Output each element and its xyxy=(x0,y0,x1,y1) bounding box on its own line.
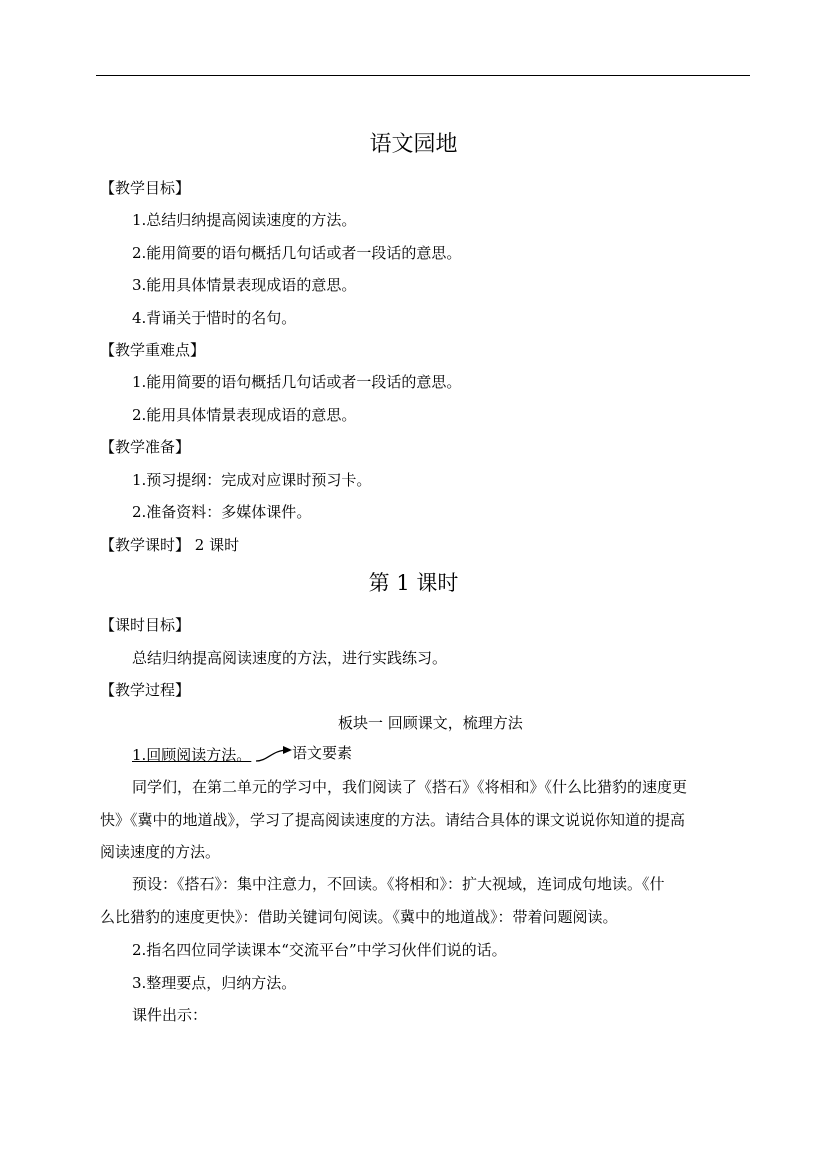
step-3: 3.整理要点，归纳方法。 xyxy=(132,974,297,992)
hours-value: 2 课时 xyxy=(190,536,240,554)
step-1 xyxy=(132,745,251,765)
annotation-arrow-icon xyxy=(254,744,294,764)
annotation-note: 语文要素 xyxy=(292,744,353,762)
goal-item: 4.背诵关于惜时的名句。 xyxy=(132,309,297,327)
hours-line xyxy=(100,535,239,555)
key-point-item: 2.能用具体情景表现成语的意思。 xyxy=(132,406,357,424)
block-title: 板块一 回顾课文，梳理方法 xyxy=(338,714,523,732)
goal-item: 1.总结归纳提高阅读速度的方法。 xyxy=(132,211,357,229)
paragraph-line: 同学们，在第二单元的学习中，我们阅读了《搭石》《将相和》《什么比猎豹的速度更 xyxy=(132,778,688,796)
process-heading: 【教学过程】 xyxy=(100,681,191,699)
key-point-item: 1.能用简要的语句概括几句话或者一段话的意思。 xyxy=(132,373,462,391)
goal-item: 3.能用具体情景表现成语的意思。 xyxy=(132,276,357,294)
lesson-goal-text: 总结归纳提高阅读速度的方法，进行实践练习。 xyxy=(132,649,448,667)
paragraph-line: 么比猎豹的速度更快》：借助关键词句阅读。《冀中的地道战》：带着问题阅读。 xyxy=(100,907,618,926)
paragraph-preset xyxy=(100,868,752,933)
courseware-label: 课件出示： xyxy=(132,1006,208,1024)
lesson-goal-heading: 【课时目标】 xyxy=(100,616,191,634)
preparation-item: 1.预习提纲：完成对应课时预习卡。 xyxy=(132,471,372,489)
paragraph-line: 预设：《搭石》：集中注意力，不回读。《将相和》：扩大视域，连词成句地读。《什 xyxy=(132,875,665,893)
goals-heading: 【教学目标】 xyxy=(100,179,191,197)
paragraph-line: 快》《冀中的地道战》，学习了提高阅读速度的方法。请结合具体的课文说说你知道的提高 xyxy=(100,810,686,829)
paragraph-line: 阅读速度的方法。 xyxy=(100,843,221,861)
paragraph-intro xyxy=(100,771,752,869)
preparation-heading: 【教学准备】 xyxy=(100,438,191,456)
hours-heading: 【教学课时】 xyxy=(100,536,191,554)
step-1-text: 1.回顾阅读方法。 xyxy=(132,746,252,764)
header-rule xyxy=(96,75,750,76)
lesson-title: 第 1 课时 xyxy=(368,571,459,595)
preparation-item: 2.准备资料：多媒体课件。 xyxy=(132,503,312,521)
page-title: 语文园地 xyxy=(369,132,458,157)
key-points-heading: 【教学重难点】 xyxy=(100,341,206,359)
step-2: 2.指名四位同学读课本“交流平台”中学习伙伴们说的话。 xyxy=(132,941,507,959)
goal-item: 2.能用简要的语句概括几句话或者一段话的意思。 xyxy=(132,244,462,262)
